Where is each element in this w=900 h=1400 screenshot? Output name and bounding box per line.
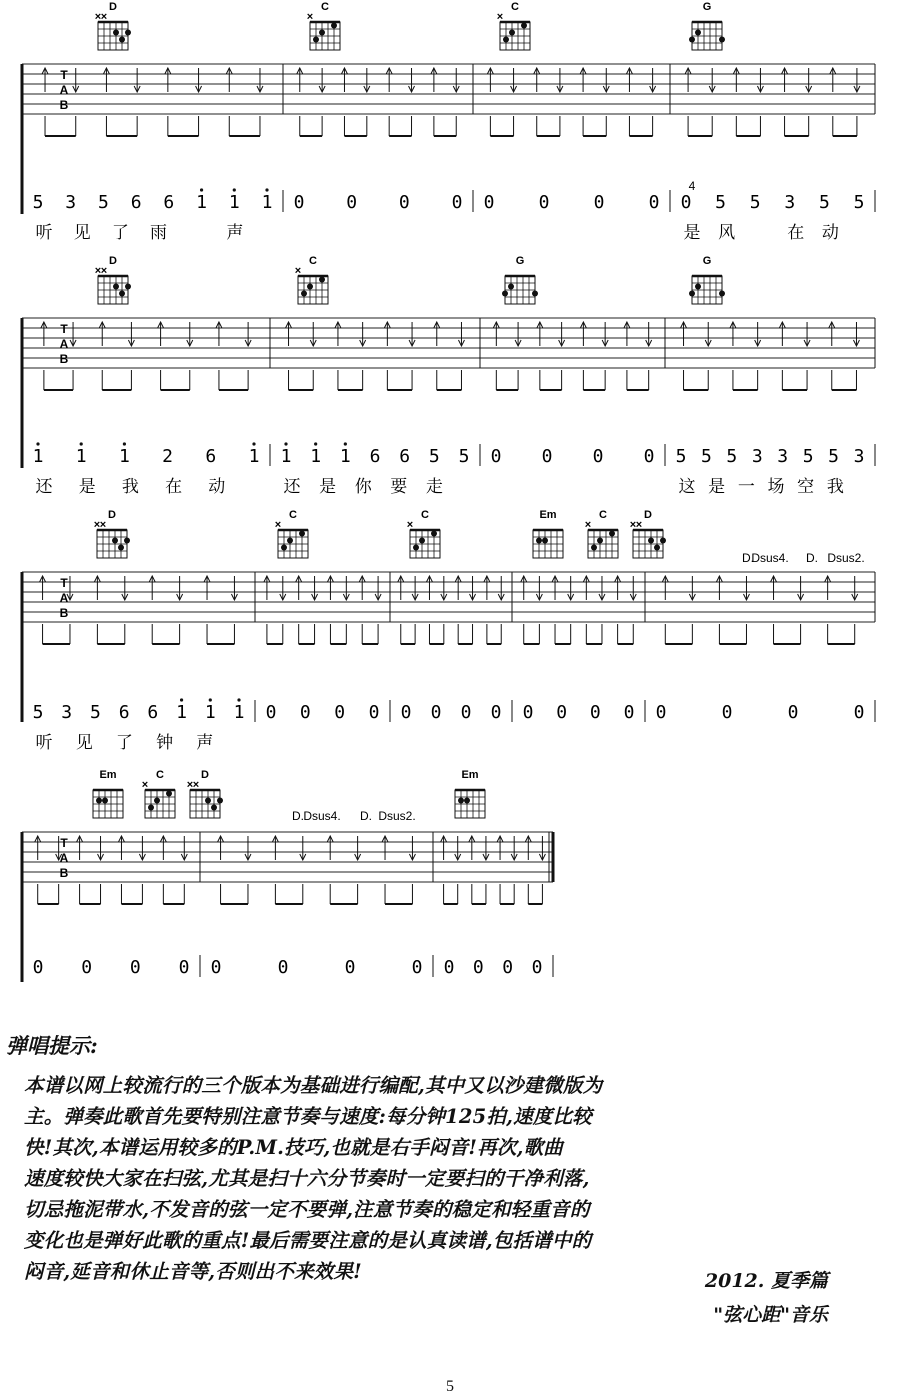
finger-dot [695, 284, 701, 290]
numbered-note: 3 [784, 192, 796, 213]
chord-name: G [515, 255, 525, 267]
tips-line: 变化也是弹好此歌的重点!最后需要注意的是认真读谱,包括谱中的 [24, 1229, 592, 1252]
tab-clef-letter: B [59, 866, 69, 880]
numbered-note: 0 [490, 446, 502, 467]
muted-string-mark: × [635, 519, 643, 531]
octave-dot [284, 442, 287, 445]
numbered-note: 0 [334, 702, 346, 723]
numbered-note: 5 [853, 192, 865, 213]
finger-dot [319, 277, 325, 283]
finger-dot [458, 798, 464, 804]
lyric-char: 场 [767, 477, 785, 497]
numbered-note: 0 [344, 957, 356, 978]
finger-dot [503, 37, 509, 43]
tab-clef-letter: B [59, 606, 69, 620]
tab-clef-letter: T [60, 576, 68, 590]
numbered-note: 5 [32, 192, 44, 213]
tab-clef-letter: T [60, 836, 68, 850]
numbered-note: 0 [472, 957, 484, 978]
octave-dot [209, 698, 212, 701]
tips-title: 弹唱提示: [6, 1033, 98, 1058]
tab-clef-letter: A [59, 337, 69, 351]
finger-dot [102, 798, 108, 804]
finger-dot [148, 805, 154, 811]
numbered-note: 5 [726, 446, 738, 467]
finger-dot [313, 37, 319, 43]
arranger-signature: "弦心距"音乐 [713, 1304, 828, 1326]
numbered-note: 0 [265, 702, 277, 723]
muted-string-mark: × [192, 779, 200, 791]
high-octave-note: 1 [204, 702, 216, 723]
chord-name: C [309, 255, 317, 267]
finger-dot [113, 30, 119, 36]
finger-dot [299, 531, 305, 537]
muted-string-mark: × [141, 779, 149, 791]
lyric-char: 你 [354, 477, 372, 497]
finger-dot [431, 531, 437, 537]
finger-dot [96, 798, 102, 804]
numbered-note: 0 [593, 192, 605, 213]
finger-dot [689, 291, 695, 297]
finger-dot [307, 284, 313, 290]
finger-dot [597, 538, 603, 544]
lyric-char: 要 [390, 477, 408, 497]
chord-name: C [511, 1, 519, 13]
finger-dot [509, 30, 515, 36]
lyric-char: 钟 [156, 733, 174, 753]
numbered-note: 5 [90, 702, 101, 723]
high-octave-note: 1 [248, 446, 260, 467]
lyric-char: 见 [73, 223, 91, 243]
finger-dot [532, 291, 538, 297]
numbered-note: 5 [818, 192, 830, 213]
lyric-char: 我 [826, 477, 844, 497]
numbered-note: 6 [163, 192, 175, 213]
muted-string-mark: × [99, 519, 107, 531]
tips-line: 主。弹奏此歌首先要特别注意节奏与速度:每分钟125拍,速度比较 [24, 1105, 592, 1128]
numbered-note: 5 [675, 446, 687, 467]
lyric-char: 走 [425, 477, 443, 497]
finger-dot [521, 23, 527, 29]
chord-name: D [109, 1, 117, 13]
octave-dot [180, 698, 183, 701]
high-octave-note: 1 [75, 446, 87, 467]
numbered-note: 0 [680, 192, 692, 213]
numbered-note: 5 [458, 446, 470, 467]
numbered-note: 2 [162, 446, 174, 467]
lyric-char: 听 [35, 733, 53, 753]
numbered-note: 0 [81, 957, 93, 978]
muted-string-mark: × [100, 11, 108, 23]
numbered-note: 0 [502, 957, 514, 978]
lyric-char: 还 [283, 477, 301, 497]
lyric-char: 是 [319, 477, 337, 497]
numbered-note: 6 [205, 446, 217, 467]
octave-dot [252, 442, 255, 445]
numbered-note: 6 [147, 702, 159, 723]
chord-name: D [201, 769, 209, 781]
numbered-note: 0 [623, 702, 635, 723]
finger-dot [319, 30, 325, 36]
finger-dot [654, 545, 660, 551]
finger-dot [166, 791, 172, 797]
high-octave-note: 1 [339, 446, 351, 467]
chord-name: C [421, 509, 429, 521]
finger-dot [648, 538, 654, 544]
chord-name: D [644, 509, 652, 521]
finger-dot [536, 538, 542, 544]
strum-label: Dsus2. [378, 809, 416, 823]
numbered-note: 0 [538, 192, 550, 213]
tab-clef-letter: A [59, 83, 69, 97]
high-octave-note: 1 [280, 446, 292, 467]
tips-body [24, 1070, 844, 1287]
lyric-char: 在 [165, 477, 183, 497]
finger-dot [542, 538, 548, 544]
finger-dot [125, 284, 131, 290]
lyric-char: 声 [196, 733, 214, 753]
strum-label: Dsus2. [827, 551, 865, 565]
numbered-note: 0 [443, 957, 455, 978]
finger-dot [217, 798, 223, 804]
lyric-char: 在 [787, 223, 805, 243]
octave-dot [265, 188, 268, 191]
chord-name: Em [461, 769, 479, 781]
tips-line: 本谱以网上较流行的三个版本为基础进行编配,其中又以沙建微版为 [24, 1074, 603, 1097]
numbered-note: 0 [787, 702, 799, 723]
octave-dot [314, 442, 317, 445]
lyric-char: 了 [111, 223, 129, 243]
tab-clef-letter: T [60, 68, 68, 82]
numbered-note: 0 [129, 957, 141, 978]
muted-string-mark: × [496, 11, 504, 23]
finger-dot [118, 545, 124, 551]
numbered-note: 3 [61, 702, 73, 723]
strum-label: D. [292, 809, 304, 823]
numbered-note: 0 [368, 702, 380, 723]
numbered-note: 3 [777, 446, 789, 467]
high-octave-note: 1 [310, 446, 322, 467]
lyric-char: 是 [78, 477, 96, 497]
numbered-note: 5 [828, 446, 839, 467]
strum-label: D. [806, 551, 818, 565]
numbered-note: 0 [451, 192, 463, 213]
numbered-note: 0 [483, 192, 495, 213]
muted-string-mark: × [274, 519, 282, 531]
tab-clef-letter: T [60, 322, 68, 336]
strum-label: D. [360, 809, 372, 823]
lyric-char: 是 [683, 223, 701, 243]
numbered-note: 0 [400, 702, 412, 723]
high-octave-note: 1 [261, 192, 273, 213]
strum-label: D. [742, 551, 754, 565]
finger-dot [508, 284, 514, 290]
muted-string-mark: × [94, 265, 102, 277]
lyric-char: 还 [35, 477, 53, 497]
numbered-note: 0 [411, 957, 423, 978]
numbered-note: 0 [178, 957, 190, 978]
numbered-note: 5 [802, 446, 814, 467]
finger-dot [205, 798, 211, 804]
octave-dot [36, 442, 39, 445]
lyric-char: 这 [678, 477, 696, 497]
tab-clef-letter: A [59, 591, 69, 605]
finger-dot [154, 798, 160, 804]
lyric-char: 了 [115, 733, 133, 753]
muted-string-mark: × [93, 519, 101, 531]
numbered-note: 3 [853, 446, 865, 467]
numbered-note: 0 [643, 446, 655, 467]
numbered-note: 0 [853, 702, 865, 723]
tab-clef-letter: B [59, 98, 69, 112]
tab-clef-letter: B [59, 352, 69, 366]
lyric-char: 动 [821, 223, 839, 243]
numbered-note: 3 [751, 446, 763, 467]
page-number: 5 [446, 1378, 454, 1395]
finger-dot [660, 538, 666, 544]
finger-dot [125, 30, 131, 36]
tab-clef-letter: A [59, 851, 69, 865]
octave-dot [344, 442, 347, 445]
numbered-note: 0 [655, 702, 667, 723]
finger-dot [287, 538, 293, 544]
numbered-note: 5 [98, 192, 109, 213]
numbered-note: 6 [369, 446, 381, 467]
numbered-note: 5 [32, 702, 44, 723]
strum-label: Dsus4. [303, 809, 341, 823]
numbered-note: 0 [293, 192, 305, 213]
lyric-char: 风 [718, 223, 736, 243]
muted-string-mark: × [100, 265, 108, 277]
octave-dot [80, 442, 83, 445]
finger-dot [413, 545, 419, 551]
lyric-char: 声 [226, 223, 244, 243]
octave-dot [200, 188, 203, 191]
lyric-char: 见 [75, 733, 93, 753]
numbered-note: 5 [749, 192, 761, 213]
finger-dot [689, 37, 695, 43]
tips-line: 切忌拖泥带水,不发音的弦一定不要弹,注意节奏的稳定和轻重音的 [24, 1198, 590, 1221]
arrangement-date: 2012. 夏季篇 [704, 1270, 828, 1292]
numbered-note: 0 [398, 192, 410, 213]
finger-dot [719, 291, 725, 297]
finger-dot [609, 531, 615, 537]
muted-string-mark: × [294, 265, 302, 277]
lyric-char: 雨 [150, 223, 167, 243]
lyric-char: 听 [35, 223, 53, 243]
octave-dot [233, 188, 236, 191]
muted-string-mark: × [629, 519, 637, 531]
lyric-char: 空 [797, 477, 815, 497]
octave-dot [237, 698, 240, 701]
numbered-note: 3 [65, 192, 77, 213]
numbered-note: 0 [556, 702, 568, 723]
finger-dot [719, 37, 725, 43]
numbered-note: 0 [541, 446, 553, 467]
high-octave-note: 1 [32, 446, 44, 467]
finger-dot [695, 30, 701, 36]
numbered-note: 0 [648, 192, 660, 213]
numbered-note: 5 [428, 446, 440, 467]
numbered-note: 6 [399, 446, 411, 467]
muted-string-mark: × [306, 11, 314, 23]
numbered-note: 0 [721, 702, 733, 723]
high-octave-note: 1 [176, 702, 187, 723]
muted-string-mark: × [584, 519, 592, 531]
numbered-note: 6 [130, 192, 142, 213]
finger-dot [419, 538, 425, 544]
finger-dot [119, 291, 125, 297]
high-octave-note: 1 [196, 192, 207, 213]
lyric-char: 一 [737, 477, 755, 497]
muted-string-mark: × [186, 779, 194, 791]
finger-dot [331, 23, 337, 29]
finger-dot [124, 538, 130, 544]
octave-dot [123, 442, 126, 445]
tips-line: 快!其次,本谱运用较多的P.M.技巧,也就是右手闷音!再次,歌曲 [24, 1136, 563, 1159]
chord-name: D [109, 255, 117, 267]
chord-name: G [702, 1, 712, 13]
numbered-note: 5 [701, 446, 712, 467]
finger-dot [301, 291, 307, 297]
tips-line: 速度较快大家在扫弦,尤其是扫十六分节奏时一定要扫的干净利落, [24, 1167, 590, 1190]
chord-name: C [156, 769, 164, 781]
high-octave-note: 1 [118, 446, 130, 467]
chord-name: Em [539, 509, 557, 521]
numbered-note: 0 [522, 702, 534, 723]
muted-string-mark: × [94, 11, 102, 23]
strum-label: Dsus4. [751, 551, 789, 565]
finger-dot [281, 545, 287, 551]
lyric-char: 我 [121, 477, 139, 497]
lyric-char: 是 [708, 477, 726, 497]
numbered-note: 0 [589, 702, 601, 723]
numbered-note: 0 [210, 957, 222, 978]
numbered-note: 0 [490, 702, 502, 723]
chord-name: D [108, 509, 116, 521]
numbered-note: 0 [277, 957, 289, 978]
numbered-note: 0 [32, 957, 44, 978]
numbered-note: 0 [592, 446, 604, 467]
tips-line: 闷音,延音和休止音等,否则出不来效果! [24, 1260, 362, 1283]
finger-dot [119, 37, 125, 43]
finger-dot [502, 291, 508, 297]
grace-note: 4 [688, 179, 696, 193]
finger-dot [211, 805, 217, 811]
lyric-char: 动 [208, 477, 226, 497]
numbered-note: 0 [299, 702, 311, 723]
finger-dot [112, 538, 118, 544]
numbered-note: 0 [430, 702, 442, 723]
high-octave-note: 1 [233, 702, 245, 723]
numbered-note: 6 [118, 702, 130, 723]
high-octave-note: 1 [228, 192, 240, 213]
chord-name: Em [99, 769, 117, 781]
numbered-note: 0 [346, 192, 358, 213]
muted-string-mark: × [406, 519, 414, 531]
chord-name: C [321, 1, 329, 13]
finger-dot [464, 798, 470, 804]
chord-name: C [289, 509, 297, 521]
numbered-note: 0 [460, 702, 472, 723]
finger-dot [591, 545, 597, 551]
finger-dot [113, 284, 119, 290]
chord-name: G [702, 255, 712, 267]
numbered-note: 5 [715, 192, 727, 213]
chord-name: C [599, 509, 607, 521]
numbered-note: 0 [531, 957, 543, 978]
